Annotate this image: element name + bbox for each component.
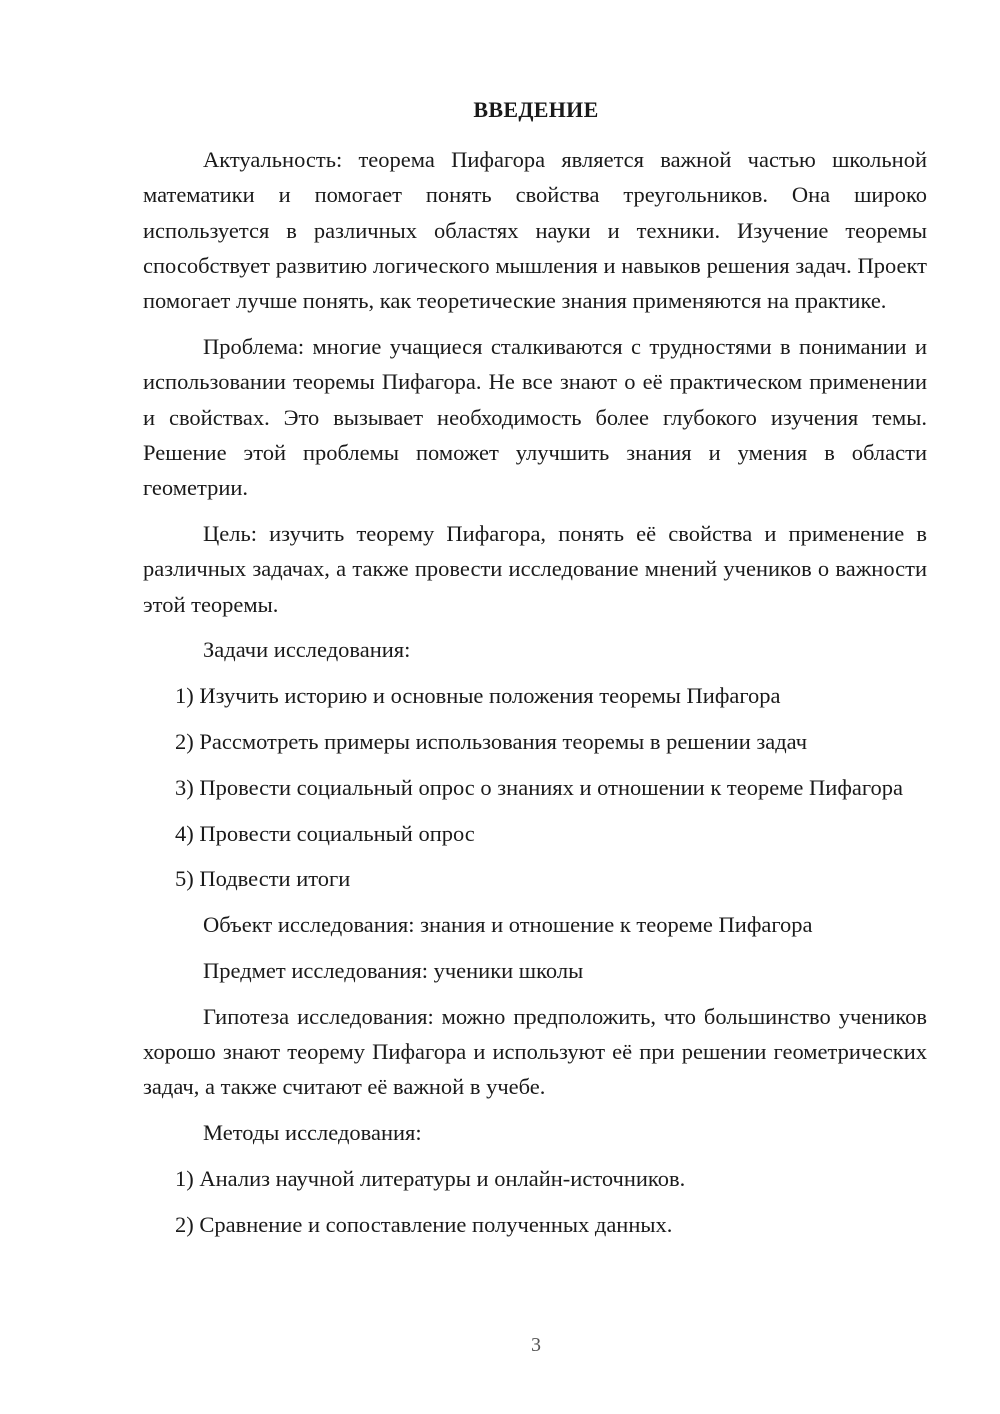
- page-number: 3: [531, 1334, 541, 1356]
- paragraph-object: Объект исследования: знания и отношение к теореме Пифагора: [203, 912, 813, 938]
- paragraph-problem: Проблема: многие учащиеся сталкиваются с трудностями в понимании и использовании теоремы Пифагора. Не все знают о её практическом применении и свойствах. Это вызывает необходимость более глубокого изучения темы. Решение этой проблемы поможет улучшить знания и умения в области геометрии.: [143, 333, 927, 501]
- task-item: 1) Изучить историю и основные положения теоремы Пифагора: [175, 683, 781, 709]
- task-item: 4) Провести социальный опрос: [175, 820, 475, 846]
- method-item: 1) Анализ научной литературы и онлайн-источников.: [175, 1165, 686, 1191]
- paragraph-subject: Предмет исследования: ученики школы: [203, 957, 584, 983]
- paragraph-goal: Цель: изучить теорему Пифагора, понять её свойства и применение в различных задачах, а также провести исследование мнений учеников о важности этой теоремы.: [143, 520, 927, 617]
- method-item: 2) Сравнение и сопоставление полученных данных.: [175, 1211, 673, 1237]
- methods-heading: Методы исследования:: [203, 1120, 422, 1146]
- paragraph-hypothesis: Гипотеза исследования: можно предположить, что большинство учеников хорошо знают теорему Пифагора и используют её при решении геометрических задач, а также считают её важной в учебе.: [143, 1003, 927, 1100]
- document-body: [143, 142, 927, 1242]
- task-item: 2) Рассмотреть примеры использования теоремы в решении задач: [175, 728, 808, 754]
- page-title: ВВЕДЕНИЕ: [473, 97, 599, 122]
- paragraph-relevance: Актуальность: теорема Пифагора является важной частью школьной математики и помогает понять свойства треугольников. Она широко используется в различных областях науки и техники. Изучение теоремы способствует развитию логического мышления и навыков решения задач. Проект помогает лучше понять, как теоретические знания применяются на практике.: [143, 147, 927, 314]
- task-item: 5) Подвести итоги: [175, 866, 351, 892]
- tasks-heading: Задачи исследования:: [203, 637, 411, 663]
- task-item: 3) Провести социальный опрос о знаниях и отношении к теореме Пифагора: [175, 774, 904, 800]
